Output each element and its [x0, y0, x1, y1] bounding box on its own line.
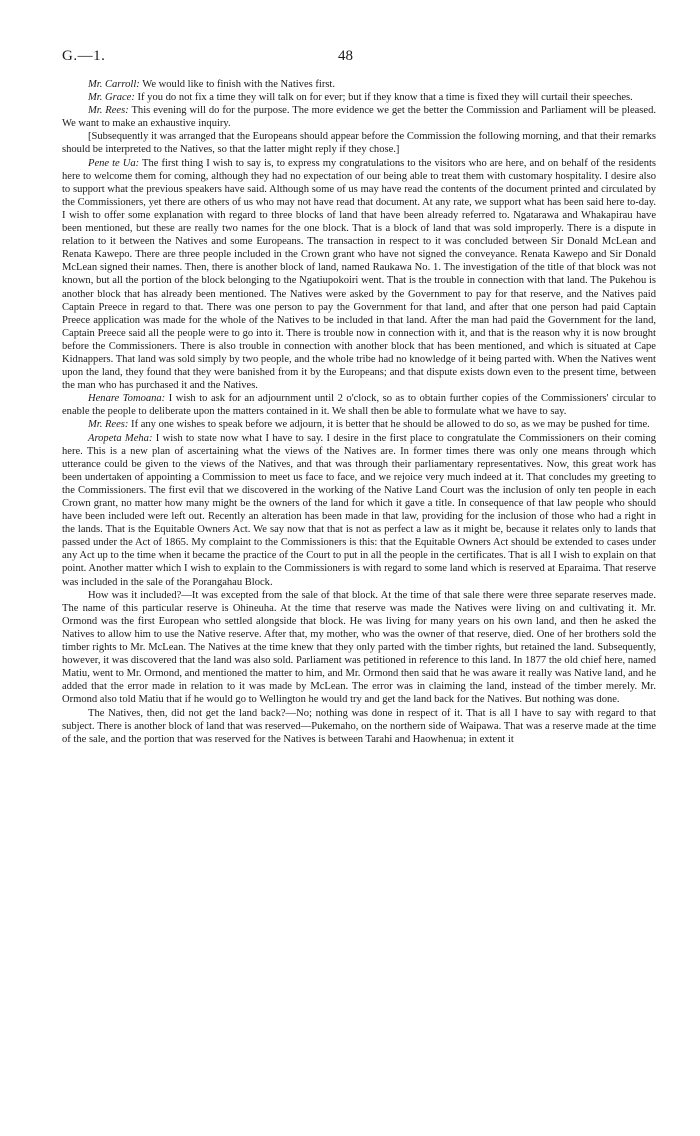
paragraph	[62, 432, 656, 589]
paragraph-text: If any one wishes to speak before we adjourn, it is better that he should be allowed to do so, as we may be pushed for time.	[128, 419, 650, 431]
paragraph-text: The first thing I wish to say is, to express my congratulations to the visitors who are here, and on behalf of the residents here to welcome them for coming, although they had no expectation of our being able to treat them with customary hospitality. I desire also to support what the previous speakers have said. Although some of us may have read the contents of the document printed and circulated by the Commissioners, yet there are others of us who may not have read that document. At any rate, we support what has been said here to-day. I wish to offer some explanation with regard to three blocks of land that have been already referred to. Ngatarawa and Whakapirau have been mentioned, but these are really two names for the one block. That is a block of land that was sold improperly. There is a dispute in relation to it between the Natives and some Europeans. The transaction in respect to it was concluded between Sir Donald McLean and Renata Kawepo. There are three people included in the Crown grant who have not signed the conveyance. Renata Kawepo and Sir Donald McLean signed their names. Then, there is another block of land, named Raukawa No. 1. The investigation of the title of that block was not known, but all the portion of the block belonging to the Ngatiupokoiri went. That is the trouble in connection with that land. The Pukehou is another block that has already been mentioned. The Natives were asked by the Government to pay for that reserve, and the Natives paid Captain Preece in regard to that. There was one person to pay the Government for that land, and after that one person had paid Captain Preece application was made for the whole of the Natives to be included in that land. After the man had paid the Government for the land, Captain Preece said all the people were to go into it. There is trouble now in connection with it, and that is the reason why it is now brought before the Commissioners. There is also trouble in connection with another block that has been mentioned, and which is situated at Cape Kidnappers. That land was sold simply by two people, and the whole tribe had no knowledge of it being parted with. When the Natives went upon the land, they found that they were banished from it by the Europeans; and that dispute exists down even to the present time, between the man who has purchased it and the Natives.	[62, 157, 657, 392]
speaker-name: Mr. Rees:	[88, 105, 129, 117]
paragraph	[62, 78, 656, 91]
paragraph	[62, 589, 656, 707]
paragraph	[62, 157, 656, 393]
speaker-name: Pene te Ua:	[88, 157, 140, 169]
speaker-name: Mr. Carroll:	[88, 79, 140, 90]
speaker-name: Mr. Grace:	[88, 92, 135, 104]
paragraph-text: The Natives, then, did not get the land back?—No; nothing was done in respect of it. That is all I have to say with regard to that subject. There is another block of land that was reserved—Pukemaho, on the northern side of Waipawa. That was a reserve made at the time of the sale, and the portion that was reserved for the Natives is between Tarahi and Haowhenua; in extent it	[62, 707, 656, 745]
speaker-name: Henare Tomoana:	[88, 393, 166, 405]
paragraph	[62, 130, 656, 156]
speaker-name: Aropeta Meha:	[88, 432, 153, 444]
paragraph-text: I wish to state now what I have to say. I desire in the first place to congratulate the Commissioners on their coming here. This is a new plan of ascertaining what the views of the Natives are. In former times there was only one means through which utterance could be given to the views of the Natives, and that was through their parliamentary representatives. Now, this great work has been undertaken of appointing a Commission to meet us face to face, and we rejoice very much indeed at it. That concludes my greeting to the Commissioners. The first evil that we discovered in the working of the Native Land Court was the inclusion of only ten people in each Crown grant, no matter how many might be the owners of the land for which it gave a title. In consequence of that law people who should have been included were left out. Recently an alteration has been made in that law, providing for the inclusion of those who had a right in the lands. That is the Equitable Owners Act. We say now that that is not as perfect a law as it might be, because it relates only to lands that passed under the Act of 1865. My complaint to the Commissioners is this: that the Equitable Owners Act should be extended to cases under any Act up to the time when it became the practice of the Court to put in all the people in the certificates. That is all I wish to explain on that point. Another matter which I wish to explain to the Commissioners is with regard to some land which is reserved at Eparaima. That reserve was included in the sale of the Porangahau Block.	[62, 432, 656, 588]
paragraph-text: This evening will do for the purpose. The more evidence we get the better the Commission and Parliament will be pleased. We want to make an exhaustive inquiry.	[62, 105, 656, 130]
paragraph	[62, 91, 656, 104]
document-body	[62, 78, 656, 746]
speaker-name: Mr. Rees:	[88, 419, 129, 431]
paragraph-text: [Subsequently it was arranged that the Europeans should appear before the Commission the following morning, and that their remarks should be interpreted to the Natives, so that the latter might reply if they chose.]	[62, 131, 656, 156]
paragraph	[62, 392, 656, 418]
paragraph-text: How was it included?—It was excepted from the sale of that block. At the time of that sale there were three separate reserves made. The name of this particular reserve is Ohineuha. At the time that reserve was made the Natives were living on and cultivating it. Mr. Ormond was the first European who settled alongside that block. He was living for many years on his own land, and then he asked the Natives to allow him to use the Native reserve. After that, my mother, who was the owner of that reserve, died. One of her brothers sold the timber rights to Mr. McLean. The Natives at the time knew that they only parted with the timber rights, but retained the land. Subsequently, however, it was discovered that the land was also sold. Parliament was petitioned in reference to this land. In 1877 the old chief here, named Matiu, went to Mr. Ormond, and mentioned the matter to him, and Mr. Ormond then said that he was aware it really was Native land, and he added that the error made in relation to it was made by McLean. The error was in claiming the land, instead of the timber merely. Mr. Ormond also told Matiu that if he would go to Wellington he would try and get the land back for the Natives. But nothing was done.	[62, 589, 656, 706]
paragraph-text: I wish to ask for an adjournment until 2 o'clock, so as to obtain further copies of the Commissioners' circular to enable the people to deliberate upon the matters contained in it. We shall then be able to formulate what we have to say.	[62, 393, 656, 418]
paragraph-text: We would like to finish with the Natives first.	[139, 79, 336, 90]
page-header	[62, 48, 656, 78]
paragraph	[62, 707, 656, 746]
paragraph	[62, 104, 656, 130]
page-number: 48	[338, 48, 353, 64]
paragraph	[62, 418, 656, 431]
document-reference: G.—1.	[62, 48, 106, 64]
paragraph-text: If you do not fix a time they will talk on for ever; but if they know that a time is fixed they will curtail their speeches.	[134, 92, 633, 104]
